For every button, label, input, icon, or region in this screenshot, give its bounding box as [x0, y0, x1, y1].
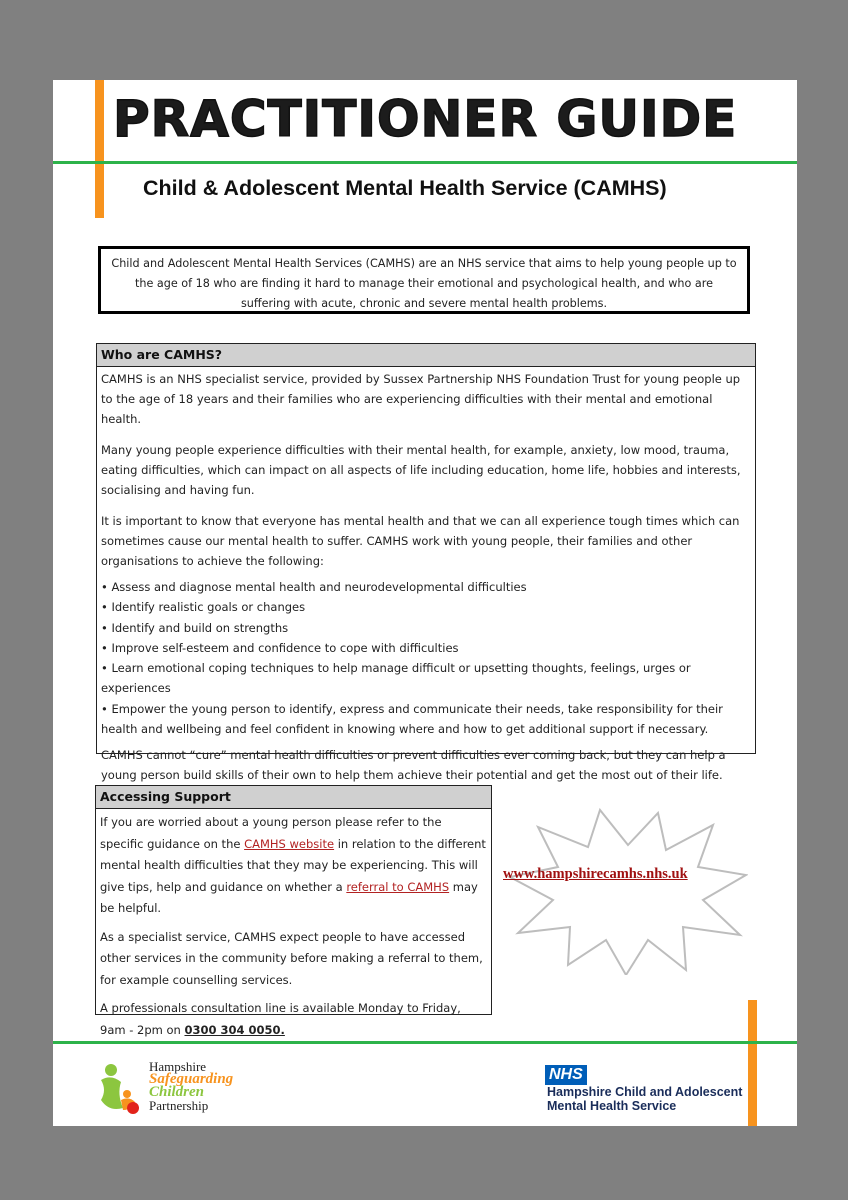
- hscp-line-1: Hampshire: [149, 1059, 207, 1074]
- who-paragraph-1: CAMHS is an NHS specialist service, provided by Sussex Partnership NHS Foundation Trust for young people up to the age of 18 years and their families who are experiencing difficulties with their mental and emotional health.: [101, 372, 741, 426]
- who-paragraph-3: It is important to know that everyone has mental health and that we can all experience tough times which can sometimes cause our mental health to suffer. CAMHS work with young people, their families and other organisations to achieve the following:: [101, 514, 740, 568]
- green-rule-bottom: [53, 1041, 797, 1044]
- who-are-camhs-section: [96, 343, 756, 783]
- who-paragraph-2: Many young people experience difficulties with their mental health, for example, anxiety, low mood, trauma, eating difficulties, which can impact on all aspects of life including education, home life, hobbies and interests, socialising and having fun.: [101, 443, 741, 497]
- hscp-logo: [97, 1060, 237, 1120]
- camhs-website-link[interactable]: CAMHS website: [244, 836, 335, 851]
- intro-box: Child and Adolescent Mental Health Services (CAMHS) are an NHS service that aims to help young people up to the age of 18 who are finding it hard to manage their emotional and psychological health, and who are suffering with acute, chronic and severe mental health problems.: [98, 246, 750, 314]
- hscp-line-4: Partnership: [149, 1098, 209, 1113]
- document-page: [53, 80, 797, 1126]
- nhs-service-line-1: Hampshire Child and Adolescent: [547, 1085, 743, 1099]
- hscp-line-3: Children: [149, 1084, 205, 1100]
- page-title: PRACTITIONER GUIDE: [113, 90, 738, 148]
- access-paragraph-3: A professionals consultation line is available Monday to Friday, 9am - 2pm on 0300 304 0050.: [100, 1001, 461, 1037]
- goal-item: • Improve self-esteem and confidence to cope with difficulties: [101, 640, 459, 655]
- green-rule-top: [53, 161, 797, 164]
- nhs-service-name: [547, 1085, 742, 1113]
- hscp-figure-icon: [97, 1060, 147, 1116]
- access-paragraph-1: If you are worried about a young person please refer to the specific guidance on the CAMHS website in relation to the different mental health difficulties that they may be experiencing. This will give tips, help and guidance on whether a referral to CAMHS may be helpful.: [100, 815, 486, 915]
- referral-to-camhs-link[interactable]: referral to CAMHS: [346, 879, 450, 894]
- nhs-logo-badge: NHS: [545, 1065, 587, 1085]
- accessing-support-section: [95, 785, 492, 1037]
- goal-item: • Assess and diagnose mental health and neurodevelopmental difficulties: [101, 580, 527, 594]
- who-paragraph-4: CAMHS cannot “cure” mental health difficulties or prevent difficulties ever coming back, but they can help a young person build skills of their own to help them achieve their potential and get the most out of their life.: [101, 748, 726, 783]
- who-are-camhs-heading: Who are CAMHS?: [97, 344, 755, 367]
- orange-accent-bar-top: [95, 80, 104, 218]
- orange-accent-bar-bottom: [748, 1000, 757, 1126]
- nhs-service-line-2: Mental Health Service: [547, 1099, 677, 1113]
- accessing-support-heading: Accessing Support: [96, 786, 491, 809]
- goals-list: [101, 577, 750, 739]
- starburst-shape: [508, 805, 748, 975]
- goal-item: • Identify realistic goals or changes: [101, 600, 306, 615]
- page-subtitle: Child & Adolescent Mental Health Service (CAMHS): [143, 176, 667, 200]
- access-paragraph-2: As a specialist service, CAMHS expect people to have accessed other services in the community before making a referral to them, for example counselling services.: [100, 929, 483, 987]
- goal-item: • Identify and build on strengths: [101, 620, 289, 635]
- hscp-line-2: Safeguarding: [149, 1071, 234, 1087]
- camhs-website-url-link[interactable]: www.hampshirecamhs.nhs.uk: [503, 866, 688, 882]
- consultation-phone-number[interactable]: 0300 304 0050.: [184, 1022, 285, 1037]
- goal-item: • Learn emotional coping techniques to help manage difficult or upsetting thoughts, feelings, urges or experiences: [101, 661, 691, 696]
- hscp-wordmark: [149, 1060, 233, 1112]
- goal-item: • Empower the young person to identify, express and communicate their needs, take responsibility for their health and wellbeing and feel confident in knowing where and how to get additional support if necessary.: [101, 701, 723, 737]
